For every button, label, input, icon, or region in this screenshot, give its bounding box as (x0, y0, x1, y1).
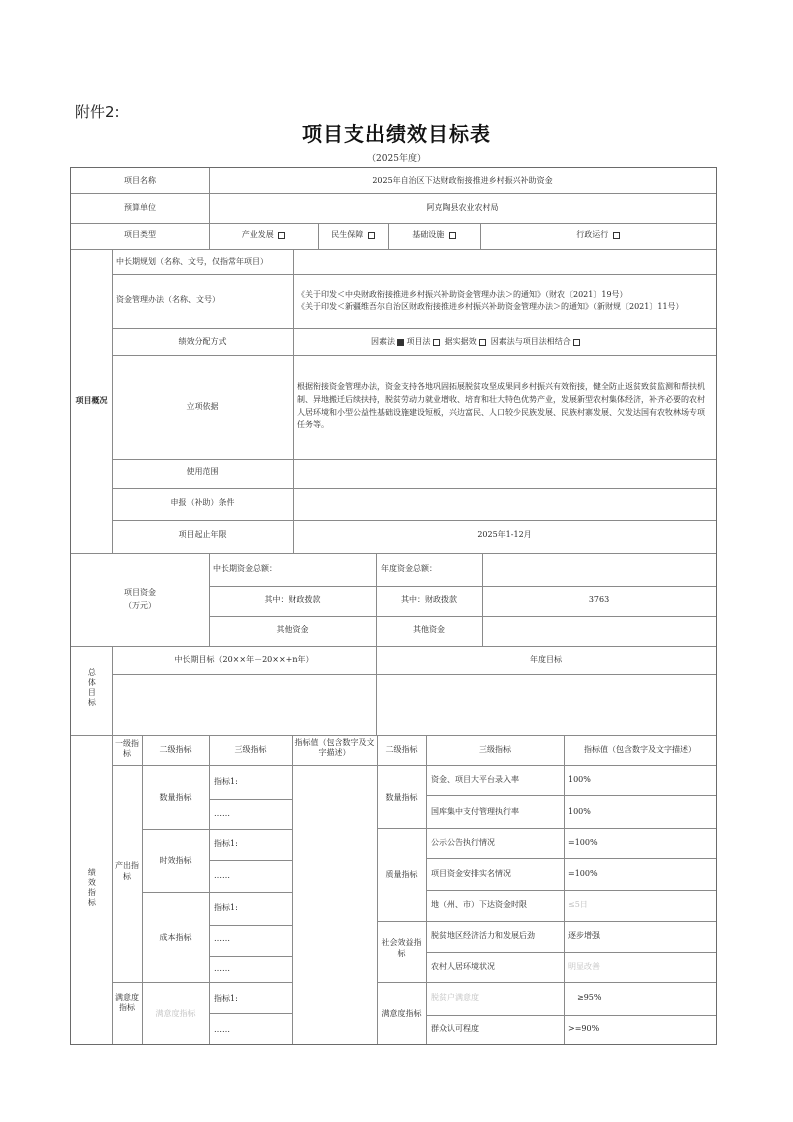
type-option-livelihood[interactable] (318, 229, 388, 241)
mid-fiscal-label: 其中：财政拨款 (264, 595, 321, 604)
page-title: 项目支出绩效目标表 (302, 122, 491, 146)
left-indicator-name: 指标1: (214, 777, 238, 786)
scope-label: 使用范围 (186, 467, 219, 476)
right-indicator-name: 公示公告执行情况 (431, 838, 495, 847)
period-value: 2025年1-12月 (477, 530, 532, 539)
left-indicator-name: 指标1: (214, 839, 238, 848)
right-indicator-value: 逐步增强 (568, 931, 600, 940)
right-indicator-value: >=90% (568, 1024, 600, 1033)
header-level3: 三级指标 (234, 745, 267, 754)
attachment-label: 附件2: (75, 103, 120, 121)
checkbox-icon[interactable] (368, 232, 375, 239)
allocation-options (371, 336, 580, 348)
funds-label: 项目资金 (124, 588, 156, 597)
header-level3-right: 三级指标 (479, 745, 511, 754)
right-indicator-value: ≥95% (577, 993, 602, 1002)
checkbox-icon[interactable] (278, 232, 285, 239)
left-indicator-name: …… (214, 809, 230, 818)
checkbox-icon[interactable] (479, 339, 486, 346)
left-group-cost: 成本指标 (159, 933, 192, 942)
right-indicator-name: 群众认可程度 (431, 1024, 479, 1033)
type-option-label: 行政运行 (576, 230, 609, 239)
annual-fiscal-label: 其中：财政拨款 (401, 595, 457, 604)
left-indicator-name: …… (214, 871, 230, 880)
right-group-quantity: 数量指标 (385, 793, 418, 802)
mid-plan-label: 中长期规划（名称、文号，仅指常年项目） (116, 257, 268, 266)
right-indicator-name: 国库集中支付管理执行率 (431, 807, 519, 816)
left-indicator-name: 指标1: (214, 903, 238, 912)
basis-text: 根据衔接资金管理办法，资金支持各地巩固拓展脱贫攻坚成果同乡村振兴有效衔接，健全防止返贫致贫监测和帮扶机制、异地搬迁后续扶持，脱贫劳动力就业增收、培育和壮大特色优势产业，发展新型农村集体经济，补齐必要的农村人居环境和小型公益性基础设施建设短板，兴边富民、人口较少民族发展、民族村寨发展、欠发达国有农牧林场专项任务等。 (297, 382, 705, 430)
right-indicator-value: 明显改善 (568, 962, 600, 971)
header-value: 指标值（包含数字及文字描述） (294, 738, 375, 758)
right-indicator-name: 项目资金安排实名情况 (431, 869, 511, 878)
right-indicator-value: =100% (568, 838, 598, 847)
right-indicator-value: =100% (568, 869, 598, 878)
left-indicator-name: …… (214, 964, 230, 973)
goals-section-label: 总体目标 (87, 668, 97, 708)
header-value-right: 指标值（包含数字及文字描述） (584, 745, 696, 754)
mid-total-label: 中长期资金总额： (213, 564, 277, 573)
type-option-label: 基础设施 (412, 230, 445, 239)
checked-box-icon[interactable] (397, 339, 404, 346)
type-option-label: 民生保障 (331, 230, 364, 239)
header-level2-right: 二级指标 (385, 745, 418, 754)
annual-goal-header: 年度目标 (530, 655, 562, 664)
mid-other-label: 其他资金 (276, 625, 309, 634)
checkbox-icon[interactable] (449, 232, 456, 239)
left-indicator-name: …… (214, 1025, 230, 1034)
fund-method-line-2: 《关于印发＜新疆维吾尔自治区财政衔接推进乡村振兴补助资金管理办法＞的通知》（新财规〔2021〕11号） (297, 302, 684, 311)
project-name-value: 2025年自治区下达财政衔接推进乡村振兴补助资金 (372, 176, 553, 185)
checkbox-icon[interactable] (433, 339, 440, 346)
indicators-section-label: 绩效指标 (87, 868, 97, 908)
allocation-option-label: 据实据效 (444, 337, 477, 346)
annual-other-label: 其他资金 (413, 625, 445, 634)
header-level1: 一级指标 (115, 739, 139, 759)
right-indicator-name: 地（州、市）下达资金时限 (431, 900, 527, 909)
left-group-quantity: 数量指标 (159, 793, 192, 802)
right-indicator-value: ≤5日 (568, 900, 588, 909)
budget-unit-label: 预算单位 (124, 203, 156, 212)
allocation-label: 绩效分配方式 (178, 337, 227, 346)
annual-fiscal-value: 3763 (588, 595, 610, 604)
satisfaction-level1-label: 满意度指标 (115, 993, 139, 1013)
period-label: 项目起止年限 (178, 530, 227, 539)
allocation-option-label: 因素法 (371, 337, 395, 346)
overview-section-label: 项目概况 (75, 395, 108, 405)
checkbox-icon[interactable] (613, 232, 620, 239)
annual-total-label: 年度资金总额： (381, 564, 437, 573)
right-indicator-name: 脱贫地区经济活力和发展后劲 (431, 931, 535, 940)
performance-table (70, 167, 717, 1045)
left-indicator-name: 指标1: (214, 994, 238, 1003)
fund-method-line-1: 《关于印发＜中央财政衔接推进乡村振兴补助资金管理办法＞的通知》（财农〔2021〕19号） (297, 290, 628, 299)
fund-method-label: 资金管理办法（名称、文号） (116, 295, 220, 304)
basis-label: 立项依据 (186, 402, 219, 411)
mid-goal-header: 中长期目标（20××年－20××+n年） (174, 655, 314, 664)
header-level2: 二级指标 (159, 745, 192, 754)
allocation-option-label: 因素法与项目法相结合 (490, 337, 571, 346)
left-group-satisfaction: 满意度指标 (155, 1009, 196, 1018)
project-type-label: 项目类型 (124, 230, 156, 239)
right-indicator-name: 资金、项目大平台录入率 (431, 775, 519, 784)
left-indicator-name: …… (214, 934, 230, 943)
funds-unit: （万元） (124, 601, 156, 610)
right-group-social: 社会效益指标 (381, 938, 422, 958)
type-option-administration[interactable] (480, 229, 716, 241)
type-option-industry[interactable] (209, 229, 318, 241)
conditions-label: 申报（补助）条件 (170, 498, 235, 507)
left-group-timeliness: 时效指标 (159, 856, 192, 865)
right-indicator-name: 农村人居环境状况 (431, 962, 495, 971)
right-group-satisfaction: 满意度指标 (381, 1009, 422, 1018)
fiscal-year: （2025年度） (367, 154, 426, 164)
type-option-label: 产业发展 (241, 230, 274, 239)
checkbox-icon[interactable] (573, 339, 580, 346)
output-label: 产出指标 (115, 861, 139, 882)
allocation-option-label: 项目法 (406, 337, 431, 346)
right-group-quality: 质量指标 (385, 870, 418, 879)
type-option-infrastructure[interactable] (388, 229, 480, 241)
budget-unit-value: 阿克陶县农业农村局 (426, 203, 499, 212)
right-indicator-value: 100% (568, 807, 591, 816)
right-indicator-name: 脱贫户满意度 (431, 993, 479, 1002)
project-name-label: 项目名称 (124, 176, 156, 185)
right-indicator-value: 100% (568, 775, 591, 784)
